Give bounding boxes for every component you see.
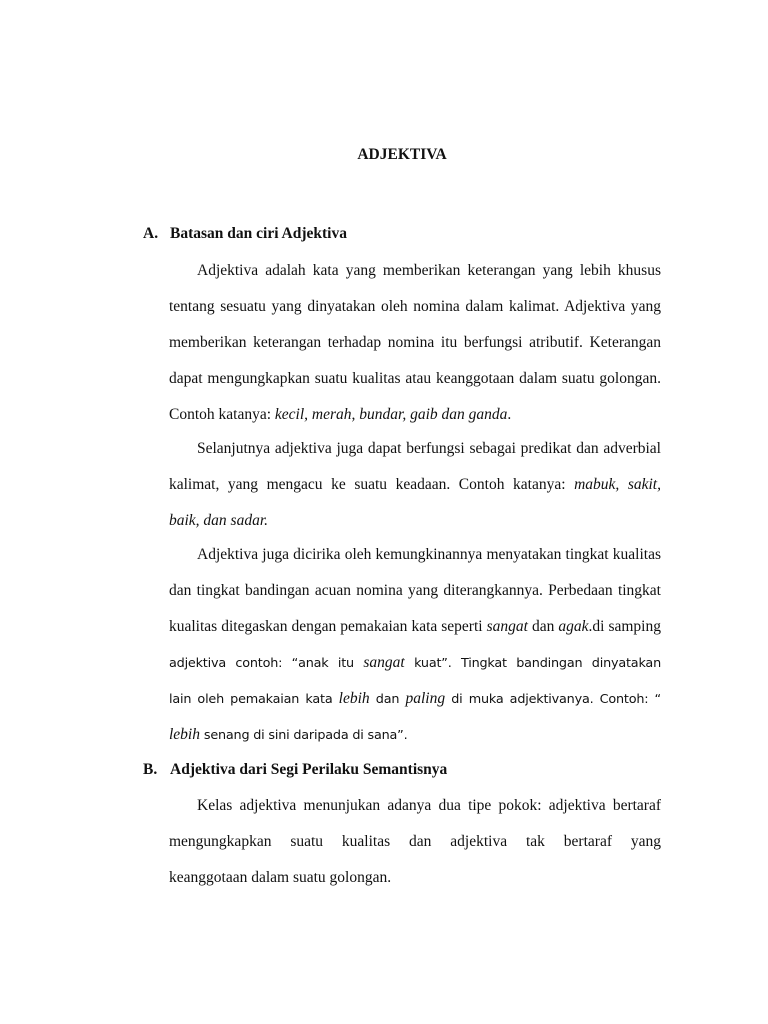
paragraph-line <box>169 503 661 539</box>
paragraph-line <box>169 645 661 681</box>
paragraph-line: keanggotaan dalam suatu golongan. <box>169 869 392 886</box>
text-run: di muka adjektivanya. Contoh: “ <box>451 692 661 707</box>
text-run: kualitas ditegaskan dengan pemakaian kata seperti <box>169 618 487 635</box>
text-run: kuat”. Tingkat bandingan dinyatakan <box>414 656 661 671</box>
emphasis-word: sangat <box>363 654 405 671</box>
example-words: kecil, merah, bundar, gaib dan ganda <box>274 406 508 423</box>
emphasis-word: agak <box>558 618 589 635</box>
paragraph-line: memberikan keterangan terhadap nomina itu berfungsi atributif. Keterangan <box>169 334 661 351</box>
text-run: adjektiva contoh: “anak itu <box>169 656 364 671</box>
emphasis-word: lebih <box>338 690 370 707</box>
text-run: .di samping <box>588 618 661 635</box>
emphasis-word: paling <box>405 690 446 707</box>
text-run: Contoh katanya: <box>169 406 275 423</box>
paragraph-line: dapat mengungkapkan suatu kualitas atau keanggotaan dalam suatu golongan. <box>169 370 661 387</box>
section-a-letter: A. <box>143 225 159 242</box>
section-b-paragraph-1 <box>169 788 661 896</box>
paragraph-line: Selanjutnya adjektiva juga dapat berfungsi sebagai predikat dan adverbial <box>197 440 661 457</box>
text-run: dan <box>527 618 559 635</box>
paragraph-line: Adjektiva juga dicirika oleh kemungkinannya menyatakan tingkat kualitas <box>197 546 661 563</box>
text-run: dan <box>369 692 406 707</box>
section-a-paragraph-3 <box>169 537 661 753</box>
paragraph-line <box>169 397 661 433</box>
paragraph-line <box>169 609 661 645</box>
text-run: kalimat, yang mengacu ke suatu keadaan. Contoh katanya: <box>169 476 575 493</box>
document-title: ADJEKTIVA <box>357 146 447 163</box>
paragraph-line: Kelas adjektiva menunjukan adanya dua tipe pokok: adjektiva bertaraf <box>197 797 661 814</box>
section-a-heading <box>143 225 347 243</box>
paragraph-line <box>169 717 661 753</box>
text-run: lain oleh pemakaian kata <box>169 692 339 707</box>
emphasis-word: lebih <box>169 726 200 743</box>
section-a-paragraph-2 <box>169 431 661 539</box>
section-b-title: Adjektiva dari Segi Perilaku Semantisnya <box>170 761 448 778</box>
section-a-title: Batasan dan ciri Adjektiva <box>170 225 347 242</box>
paragraph-line <box>169 467 661 503</box>
emphasis-word: sangat <box>486 618 528 635</box>
paragraph-line: tentang sesuatu yang dinyatakan oleh nomina dalam kalimat. Adjektiva yang <box>169 298 661 315</box>
example-words: mabuk, sakit, <box>574 476 661 493</box>
paragraph-line: mengungkapkan suatu kualitas dan adjektiva tak bertaraf yang <box>169 833 661 850</box>
section-b-heading <box>143 761 447 779</box>
paragraph-line: Adjektiva adalah kata yang memberikan keterangan yang lebih khusus <box>197 262 661 279</box>
text-run: . <box>507 406 512 423</box>
paragraph-line: dan tingkat bandingan acuan nomina yang diterangkannya. Perbedaan tingkat <box>169 582 661 599</box>
section-a-paragraph-1 <box>169 253 661 433</box>
paragraph-line <box>169 681 661 717</box>
text-run: senang di sini daripada di sana”. <box>200 728 408 743</box>
example-words: baik, dan sadar. <box>169 512 269 529</box>
section-b-letter: B. <box>143 761 158 778</box>
